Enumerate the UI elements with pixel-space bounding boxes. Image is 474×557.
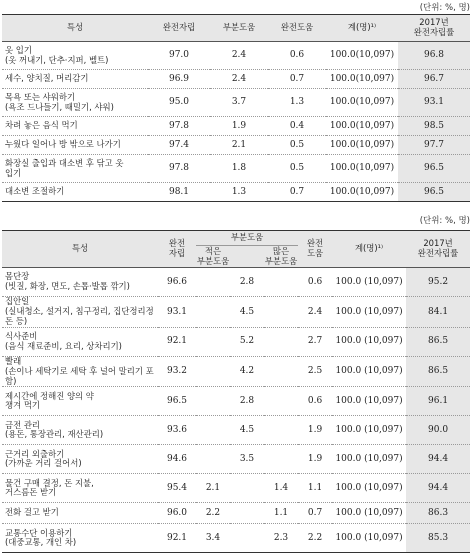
table-row [2, 327, 470, 356]
table-row [2, 297, 470, 328]
header-independent: 완전 자립 [158, 231, 196, 268]
cell-full-help: 2.2 [298, 524, 332, 553]
cell-partial: 2.4 [210, 42, 268, 70]
cell-more: 1.1 [264, 503, 298, 524]
row-label: 식사준비 (음식 재료준비, 요리, 상차리기) [2, 327, 158, 356]
header-full-help: 완전도움 [268, 15, 326, 42]
cell-independent: 94.6 [158, 445, 196, 474]
cell-total: 100.0(10,097) [326, 89, 398, 117]
row-label: 대소변 조절하기 [2, 183, 148, 202]
table-row [2, 155, 470, 183]
cell-full-help: 0.4 [268, 117, 326, 136]
cell-partial [230, 503, 264, 524]
cell-total: 100.0(10,097) [326, 183, 398, 202]
cell-more [264, 356, 298, 387]
table-row [2, 42, 470, 70]
cell-total: 100.0 (10,097) [332, 524, 406, 553]
cell-total: 100.0 (10,097) [332, 387, 406, 416]
row-label: 제시간에 정해진 양의 약 챙겨 먹기 [2, 387, 158, 416]
cell-2017: 96.5 [398, 155, 470, 183]
cell-independent: 96.9 [148, 70, 210, 89]
cell-2017: 86.5 [406, 356, 470, 387]
cell-partial: 2.8 [230, 387, 264, 416]
header-partial-less: 적은 부분도움 [196, 245, 230, 266]
cell-independent: 96.0 [158, 503, 196, 524]
cell-less: 2.2 [196, 503, 230, 524]
cell-independent: 93.6 [158, 416, 196, 445]
cell-less: 3.4 [196, 524, 230, 553]
cell-2017: 96.1 [406, 387, 470, 416]
cell-more [264, 297, 298, 328]
cell-more: 2.3 [264, 524, 298, 553]
header-trait: 특성 [2, 231, 158, 268]
row-label: 교통수단 이용하기 (대중교통, 개인 차) [2, 524, 158, 553]
row-label: 집안일 (실내청소, 설거지, 침구정리, 집단정리정돈 등) [2, 297, 158, 328]
cell-total: 100.0 (10,097) [332, 503, 406, 524]
table-adl [2, 14, 470, 202]
row-label: 전화 걸고 받기 [2, 503, 158, 524]
header-2017: 2017년 완전자립률 [406, 231, 470, 268]
cell-independent: 97.0 [148, 42, 210, 70]
cell-independent: 97.4 [148, 136, 210, 155]
cell-partial: 2.1 [210, 136, 268, 155]
cell-total: 100.0(10,097) [326, 155, 398, 183]
cell-2017: 93.1 [398, 89, 470, 117]
header-total: 계(명)¹⁾ [332, 231, 406, 268]
cell-independent: 98.1 [148, 183, 210, 202]
table-row [2, 268, 470, 297]
header-partial-more: 많은 부분도움 [264, 245, 298, 266]
cell-less [196, 416, 230, 445]
table-row [2, 183, 470, 202]
cell-full-help: 0.5 [268, 155, 326, 183]
cell-total: 100.0 (10,097) [332, 297, 406, 328]
cell-partial [230, 524, 264, 553]
cell-partial: 4.2 [230, 356, 264, 387]
cell-partial: 1.9 [210, 117, 268, 136]
row-label: 화장실 출입과 대소변 후 닦고 옷 입기 [2, 155, 148, 183]
cell-full-help: 0.7 [268, 183, 326, 202]
cell-partial: 3.5 [230, 445, 264, 474]
cell-2017: 85.3 [406, 524, 470, 553]
row-label: 옷 입기 (옷 꺼내기, 단추·지퍼, 벨트) [2, 42, 148, 70]
cell-total: 100.0 (10,097) [332, 268, 406, 297]
cell-partial: 1.3 [210, 183, 268, 202]
table-row [2, 136, 470, 155]
cell-2017: 97.7 [398, 136, 470, 155]
cell-more [264, 416, 298, 445]
table-row [2, 416, 470, 445]
cell-2017: 96.8 [398, 42, 470, 70]
cell-full-help: 0.6 [298, 268, 332, 297]
cell-partial: 5.2 [230, 327, 264, 356]
cell-partial: 4.5 [230, 297, 264, 328]
unit-label-table2: (단위: %, 명) [419, 216, 470, 226]
cell-less [196, 268, 230, 297]
cell-independent: 95.0 [148, 89, 210, 117]
table-iadl [2, 230, 470, 553]
cell-less [196, 356, 230, 387]
row-label: 세수, 양치질, 머리감기 [2, 70, 148, 89]
header-independent: 완전자립 [148, 15, 210, 42]
cell-independent: 92.1 [158, 524, 196, 553]
cell-total: 100.0 (10,097) [332, 445, 406, 474]
cell-full-help: 0.7 [268, 70, 326, 89]
cell-independent: 96.5 [158, 387, 196, 416]
cell-independent: 96.6 [158, 268, 196, 297]
cell-2017: 86.5 [406, 327, 470, 356]
cell-full-help: 0.7 [298, 503, 332, 524]
cell-full-help: 2.5 [298, 356, 332, 387]
cell-partial: 3.7 [210, 89, 268, 117]
table-row [2, 503, 470, 524]
cell-more [264, 327, 298, 356]
row-label: 빨래 (손이나 세탁기로 세탁 후 널어 말리기 포함) [2, 356, 158, 387]
cell-total: 100.0(10,097) [326, 42, 398, 70]
cell-total: 100.0 (10,097) [332, 416, 406, 445]
cell-total: 100.0 (10,097) [332, 474, 406, 503]
cell-total: 100.0(10,097) [326, 117, 398, 136]
cell-2017: 86.3 [406, 503, 470, 524]
cell-less [196, 297, 230, 328]
unit-label-table1: (단위: %, 명) [419, 3, 470, 13]
table-row [2, 89, 470, 117]
cell-full-help: 2.7 [298, 327, 332, 356]
row-label: 차려 놓은 음식 먹기 [2, 117, 148, 136]
header-trait: 특성 [2, 15, 148, 42]
cell-full-help: 2.4 [298, 297, 332, 328]
table-row [2, 117, 470, 136]
cell-full-help: 1.3 [268, 89, 326, 117]
table-row [2, 70, 470, 89]
table-row [2, 474, 470, 503]
cell-2017: 94.4 [406, 445, 470, 474]
row-label: 누웠다 일어나 방 밖으로 나가기 [2, 136, 148, 155]
cell-total: 100.0(10,097) [326, 70, 398, 89]
cell-2017: 94.4 [406, 474, 470, 503]
cell-2017: 96.5 [398, 183, 470, 202]
cell-full-help: 1.1 [298, 474, 332, 503]
table-row [2, 524, 470, 553]
row-label: 근거리 외출하기 (가까운 거리 걸어서) [2, 445, 158, 474]
cell-2017: 95.2 [406, 268, 470, 297]
cell-less [196, 445, 230, 474]
row-label: 금전 관리 (용돈, 통장관리, 재산관리) [2, 416, 158, 445]
cell-2017: 90.0 [406, 416, 470, 445]
cell-2017: 84.1 [406, 297, 470, 328]
cell-partial [230, 474, 264, 503]
header-partial: 부분도움 [210, 15, 268, 42]
cell-independent: 97.8 [148, 117, 210, 136]
row-label: 몸단장 (빗질, 화장, 면도, 손톱·발톱 깎기) [2, 268, 158, 297]
cell-more: 1.4 [264, 474, 298, 503]
row-label: 목욕 또는 샤워하기 (욕조 드나들기, 때밀기, 샤워) [2, 89, 148, 117]
cell-less [196, 327, 230, 356]
row-label: 물건 구매 결정, 돈 지불, 거스름돈 받기 [2, 474, 158, 503]
cell-more [264, 387, 298, 416]
cell-full-help: 1.9 [298, 416, 332, 445]
table-row [2, 356, 470, 387]
cell-partial: 1.8 [210, 155, 268, 183]
cell-total: 100.0(10,097) [326, 136, 398, 155]
cell-independent: 93.2 [158, 356, 196, 387]
header-total: 계(명)¹⁾ [326, 15, 398, 42]
cell-2017: 96.7 [398, 70, 470, 89]
cell-partial: 4.5 [230, 416, 264, 445]
cell-independent: 95.4 [158, 474, 196, 503]
cell-less [196, 387, 230, 416]
table-row [2, 445, 470, 474]
header-full-help: 완전 도움 [298, 231, 332, 268]
cell-2017: 98.5 [398, 117, 470, 136]
header-partial: 부분도움 [196, 231, 298, 246]
cell-total: 100.0 (10,097) [332, 356, 406, 387]
header-2017: 2017년 완전자립률 [398, 15, 470, 42]
table-row [2, 387, 470, 416]
cell-independent: 97.8 [148, 155, 210, 183]
cell-less: 2.1 [196, 474, 230, 503]
cell-partial: 2.8 [230, 268, 264, 297]
cell-partial: 2.4 [210, 70, 268, 89]
cell-full-help: 0.6 [268, 42, 326, 70]
cell-independent: 93.1 [158, 297, 196, 328]
cell-more [264, 445, 298, 474]
cell-full-help: 0.5 [268, 136, 326, 155]
cell-independent: 92.1 [158, 327, 196, 356]
cell-more [264, 268, 298, 297]
cell-total: 100.0 (10,097) [332, 327, 406, 356]
cell-full-help: 0.6 [298, 387, 332, 416]
cell-full-help: 1.9 [298, 445, 332, 474]
